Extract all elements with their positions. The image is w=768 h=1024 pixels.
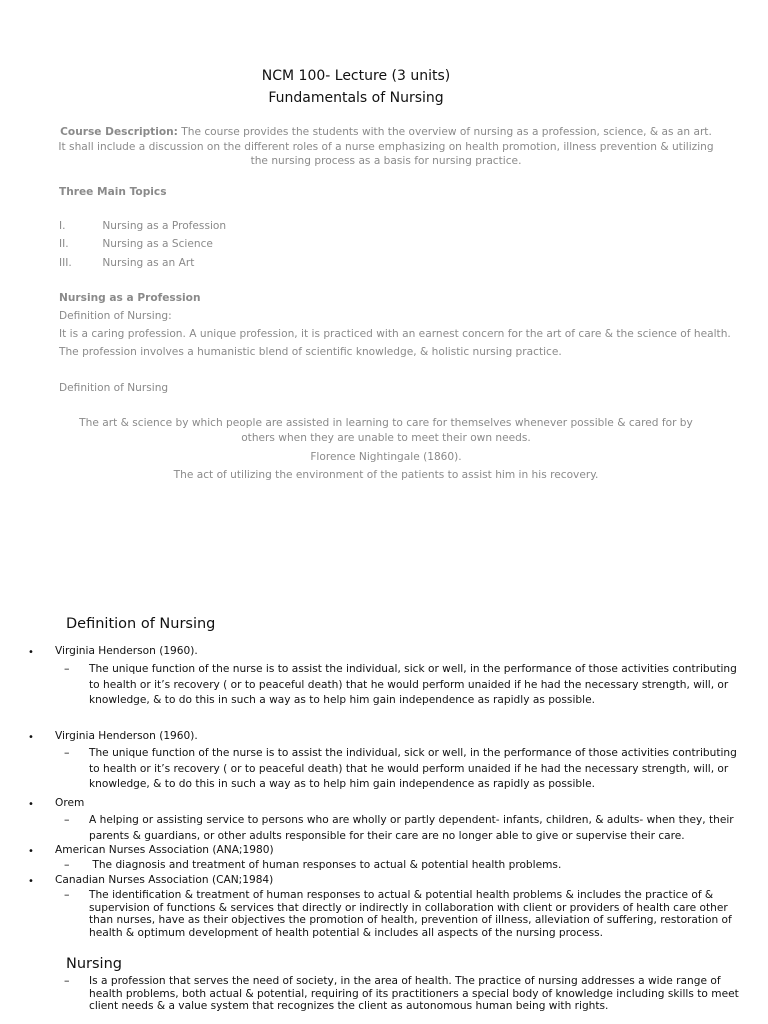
nursing-text: Is a profession that serves the need of society, in the area of health. The practice of nursing addresses a wide range of health problems, both actual & potential, requiring of its practitioners a special body of knowledge including skills to meet client needs & a value system that recognizes the client as autonomous human being with rights. (89, 975, 739, 1012)
course-description-label: Course Description: (60, 126, 178, 138)
topic-label: Nursing as an Art (102, 257, 195, 269)
topic-item (59, 256, 194, 271)
topic-number: I. (59, 220, 66, 232)
document-title: NCM 100- Lecture (3 units) (261, 68, 451, 84)
dash-icon: – (64, 813, 70, 826)
dash-icon: – (64, 974, 70, 987)
dash-icon: – (64, 746, 70, 759)
dash-icon: – (64, 888, 70, 901)
topic-label: Nursing as a Profession (102, 220, 227, 232)
document-subtitle: Fundamentals of Nursing (268, 90, 444, 106)
can-text: The identification & treatment of human responses to actual & potential health problems & includes the practice of & supervision of functions & services that directly or indirectly in collaboration with client or providers of health care other than nurses, have as their objectives the promotion of health, prevention of illness, alleviation of suffering, restoration of health & optimum development of health potential & includes all aspects of the nursing process. (89, 889, 732, 939)
course-description (58, 125, 714, 169)
topic-label: Nursing as a Science (102, 238, 213, 250)
bullet-henderson-2: Virginia Henderson (1960). (55, 730, 198, 742)
ana-text: The diagnosis and treatment of human responses to actual & potential health problems. (89, 859, 562, 871)
bullet-icon: • (28, 799, 34, 810)
profession-text-1: It is a caring profession. A unique profession, it is practiced with an earnest concern for the art of care & the science of health. (59, 328, 731, 340)
profession-text-2: The profession involves a humanistic blend of scientific knowledge, & holistic nursing practice. (59, 346, 562, 358)
course-description-text: The course provides the students with the overview of nursing as a profession, science, & as an art. It shall include a discussion on the different roles of a nurse emphasizing on health promotion, illness prevention & utilizing the nursing process as a basis for nursing practice. (58, 126, 714, 167)
henderson-2-text: The unique function of the nurse is to assist the individual, sick or well, in the performance of those activities contributing to health or it’s recovery ( or to peaceful death) that he would perform unaided if he had the necessary strength, will, or knowledge, & to do this in such a way as to help him gain independence as rapidly as possible. (89, 747, 737, 790)
topic-item (59, 237, 213, 252)
nightingale-author: Florence Nightingale (1860). (310, 451, 462, 463)
topic-item (59, 219, 226, 234)
orem-text: A helping or assisting service to persons who are wholly or partly dependent- infants, children, & adults- when they, their parents & guardians, or other adults responsible for their care are no longer able to give or supervise their care. (89, 814, 734, 842)
profession-definition-label: Definition of Nursing: (59, 310, 172, 322)
nightingale-quote: The art & science by which people are assisted in learning to care for themselves whenever possible & cared for by others when they are unable to meet their own needs. (79, 417, 693, 444)
topic-number: III. (59, 257, 72, 269)
bullet-icon: • (28, 647, 34, 658)
bullet-henderson-1: Virginia Henderson (1960). (55, 645, 198, 657)
slide-heading-definition: Definition of Nursing (66, 616, 216, 632)
bullet-icon: • (28, 876, 34, 887)
definition-heading: Definition of Nursing (59, 382, 169, 394)
dash-icon: – (64, 858, 70, 871)
topic-number: II. (59, 238, 69, 250)
profession-heading: Nursing as a Profession (59, 292, 201, 304)
bullet-icon: • (28, 732, 34, 743)
bullet-orem: Orem (55, 797, 85, 809)
environment-definition: The act of utilizing the environment of the patients to assist him in his recovery. (173, 469, 599, 481)
bullet-can: Canadian Nurses Association (CAN;1984) (55, 874, 274, 886)
dash-icon: – (64, 662, 70, 675)
topics-heading: Three Main Topics (59, 186, 167, 198)
bullet-icon: • (28, 846, 34, 857)
slide-heading-nursing: Nursing (66, 956, 122, 972)
henderson-1-text: The unique function of the nurse is to assist the individual, sick or well, in the performance of those activities contributing to health or it’s recovery ( or to peaceful death) that he would perform unaided if he had the necessary strength, will, or knowledge, & to do this in such a way as to help him gain independence as rapidly as possible. (89, 663, 737, 706)
bullet-ana: American Nurses Association (ANA;1980) (55, 844, 274, 856)
